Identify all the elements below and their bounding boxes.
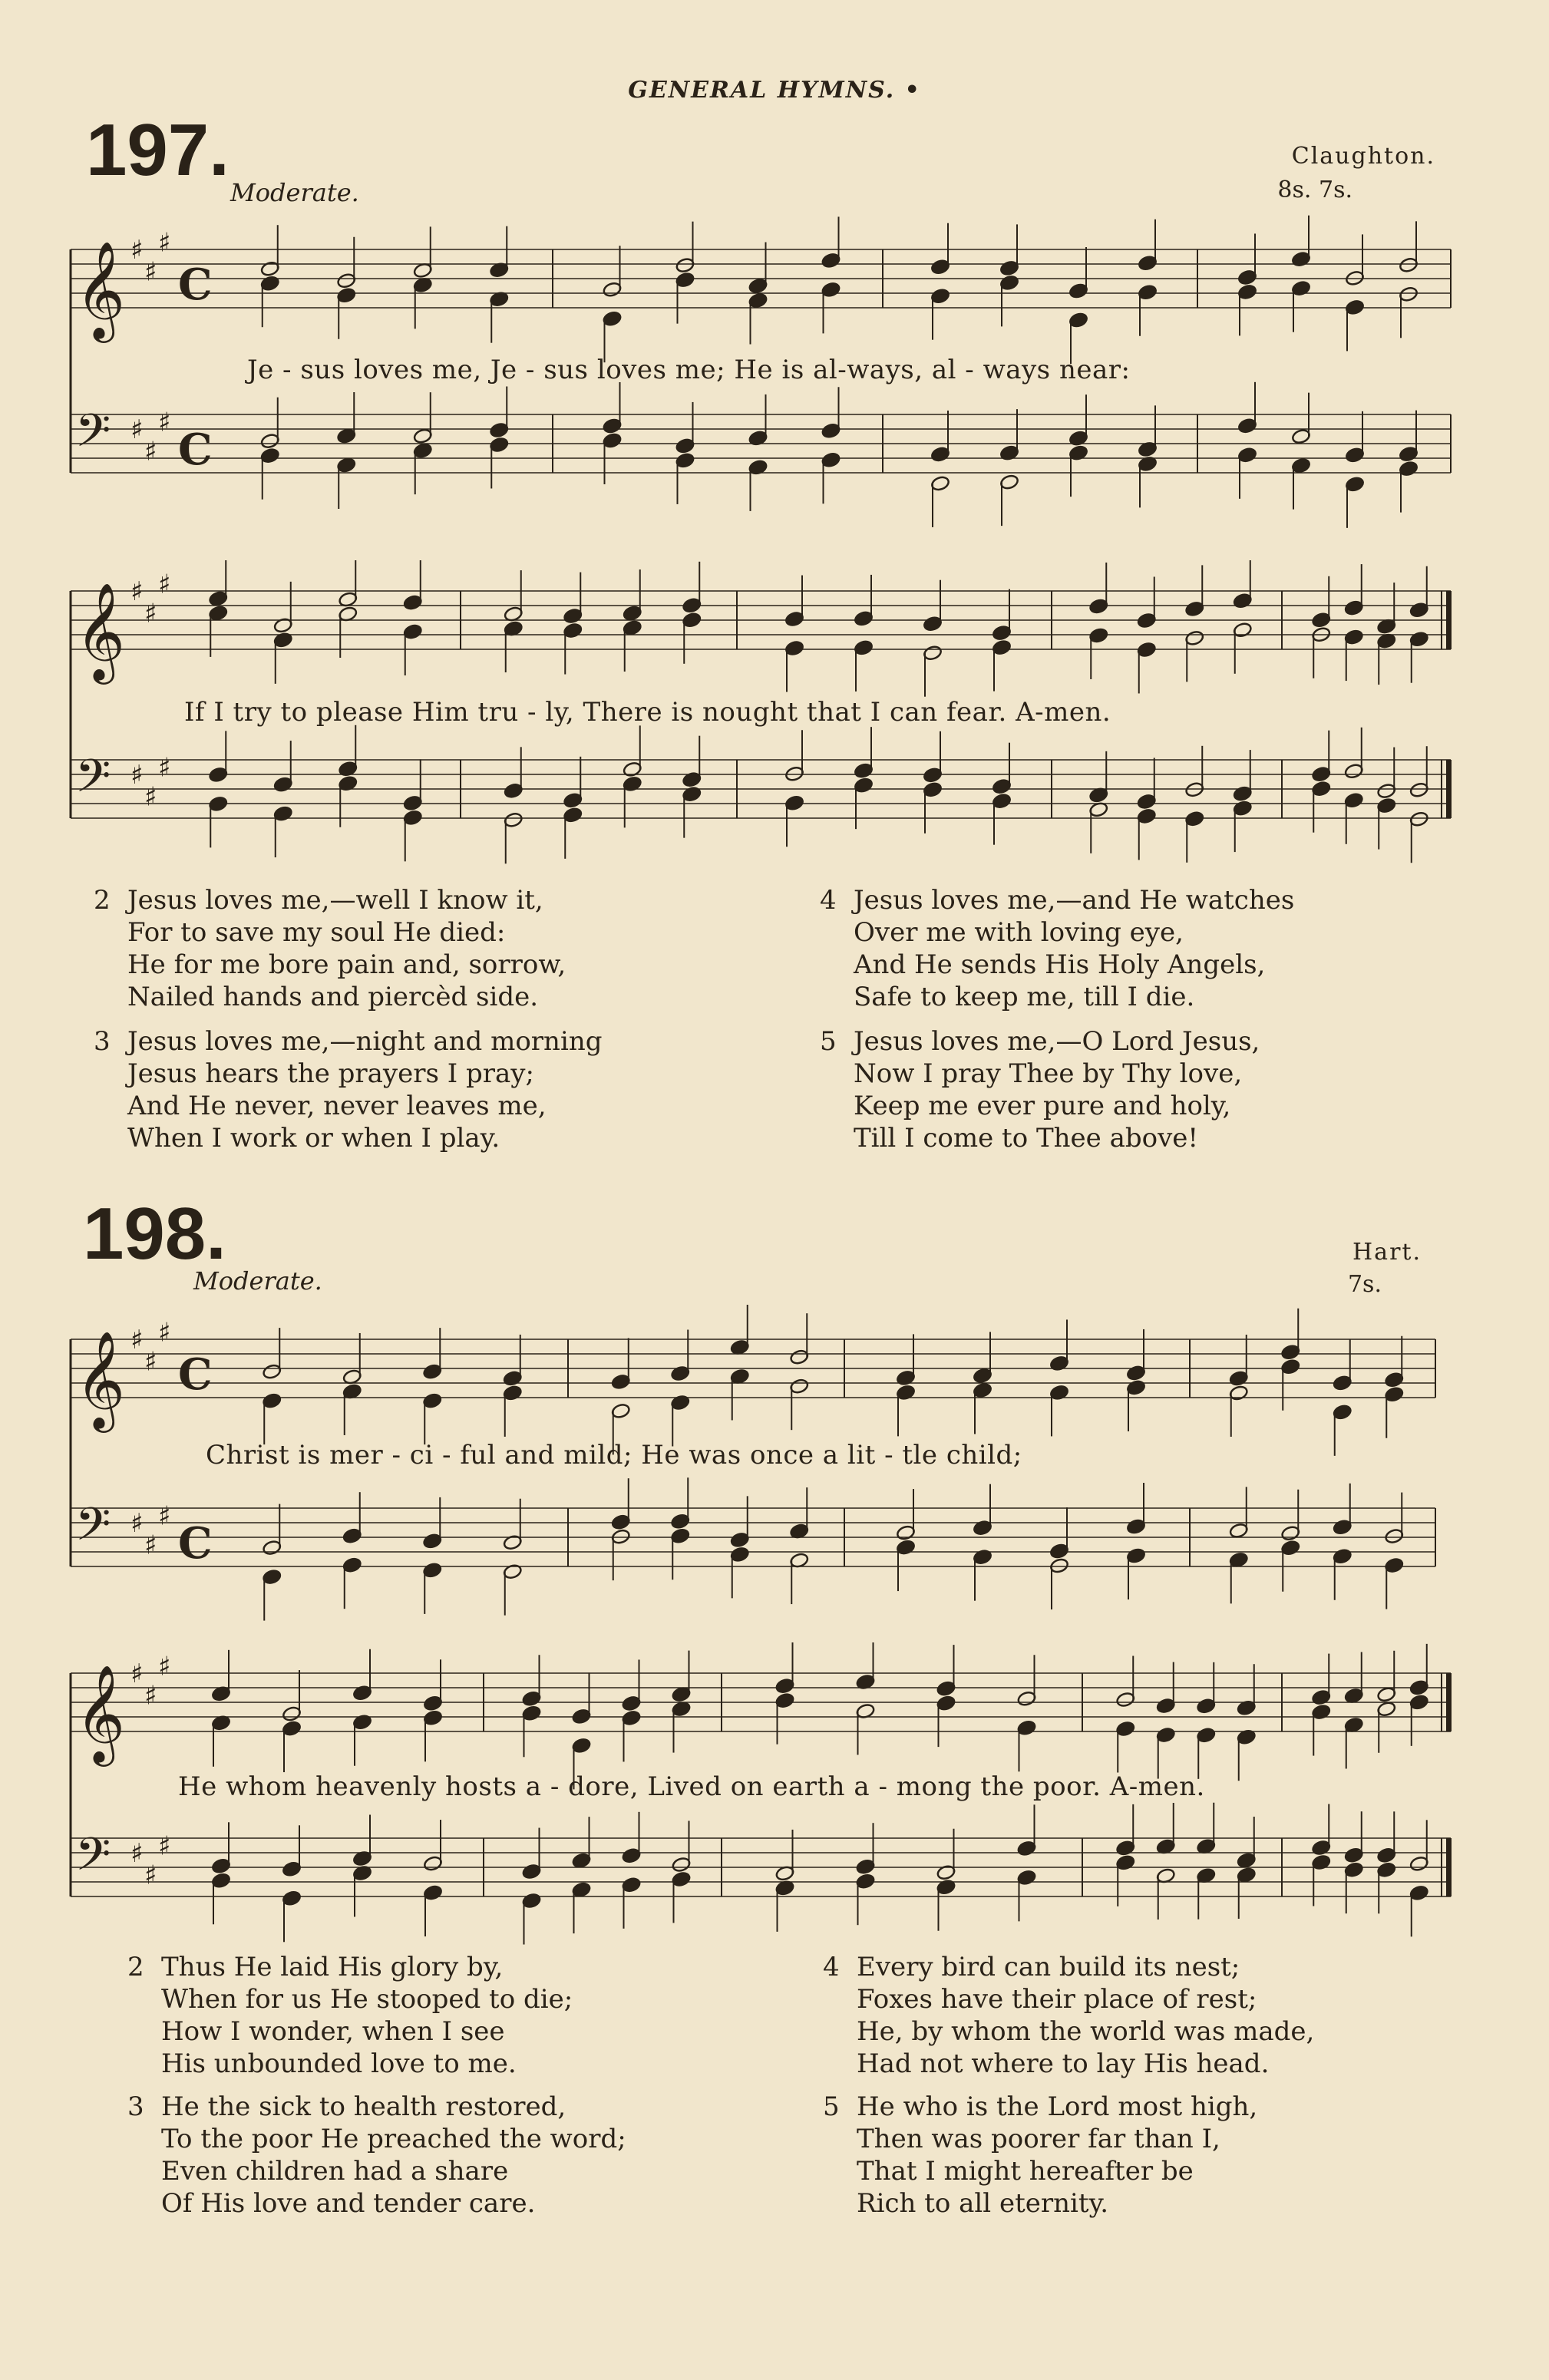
svg-text:𝄞: 𝄞 bbox=[75, 582, 126, 680]
verse-number: 5 bbox=[820, 1026, 837, 1057]
svg-text:♯: ♯ bbox=[158, 752, 171, 784]
svg-text:C: C bbox=[178, 1349, 213, 1400]
verse-line: Then was poorer far than I, bbox=[857, 2124, 1220, 2154]
verse-line: Foxes have their place of rest; bbox=[857, 1984, 1257, 2015]
svg-text:C: C bbox=[178, 259, 213, 310]
verse-line: Jesus hears the prayers I pray; bbox=[127, 1058, 534, 1089]
verse-line: Jesus loves me,—O Lord Jesus, bbox=[854, 1026, 1260, 1057]
verse bbox=[820, 1025, 1260, 1154]
tune-name: Claughton. bbox=[1291, 143, 1435, 170]
svg-text:♯: ♯ bbox=[130, 414, 144, 445]
svg-text:♯: ♯ bbox=[158, 1500, 171, 1532]
svg-text:♯: ♯ bbox=[158, 1830, 171, 1862]
svg-text:♯: ♯ bbox=[144, 256, 157, 288]
verse-line: When I work or when I play. bbox=[127, 1123, 500, 1154]
tune-name: Hart. bbox=[1352, 1239, 1422, 1266]
verse-line: He who is the Lord most high, bbox=[857, 2091, 1258, 2122]
verse bbox=[823, 2091, 1257, 2220]
hymn-number: 197. bbox=[86, 109, 230, 191]
verse-number: 3 bbox=[127, 2091, 144, 2122]
lyric-line: Christ is mer - ci - ful and mild; He was once a lit - tle child; bbox=[206, 1440, 1022, 1471]
verse-line: Nailed hands and piercèd side. bbox=[127, 982, 539, 1012]
verse-line: Till I come to Thee above! bbox=[854, 1123, 1199, 1154]
svg-text:♯: ♯ bbox=[130, 1838, 144, 1869]
svg-text:♯: ♯ bbox=[158, 1317, 171, 1348]
svg-text:𝄢: 𝄢 bbox=[75, 1827, 111, 1892]
svg-text:♯: ♯ bbox=[130, 1508, 144, 1539]
verse-line: Over me with loving eye, bbox=[854, 917, 1184, 948]
verse bbox=[820, 884, 1294, 1013]
lyric-line: Je - sus loves me, Je - sus loves me; He is al-ways, al - ways near: bbox=[247, 355, 1131, 385]
verse-line: He, by whom the world was made, bbox=[857, 2016, 1315, 2047]
svg-text:C: C bbox=[178, 1518, 213, 1569]
svg-text:C: C bbox=[178, 424, 213, 475]
verse-line: Safe to keep me, till I die. bbox=[854, 982, 1195, 1012]
verse-line: Thus He laid His glory by, bbox=[161, 1952, 504, 1982]
svg-text:♯: ♯ bbox=[130, 1325, 144, 1355]
svg-text:♯: ♯ bbox=[158, 1651, 171, 1682]
svg-text:♯: ♯ bbox=[158, 407, 171, 438]
svg-text:♯: ♯ bbox=[144, 781, 157, 813]
svg-text:♯: ♯ bbox=[130, 1659, 144, 1689]
svg-text:♯: ♯ bbox=[130, 760, 144, 791]
svg-text:𝄢: 𝄢 bbox=[75, 404, 111, 468]
verse-number: 3 bbox=[94, 1026, 111, 1057]
verse-line: Now I pray Thee by Thy love, bbox=[854, 1058, 1243, 1089]
verse-line: How I wonder, when I see bbox=[161, 2016, 505, 2047]
svg-text:𝄢: 𝄢 bbox=[75, 1497, 111, 1562]
verse-line: When for us He stooped to die; bbox=[161, 1984, 573, 2015]
svg-text:♯: ♯ bbox=[144, 1680, 157, 1712]
running-head: GENERAL HYMNS. • bbox=[628, 77, 921, 104]
svg-text:𝄞: 𝄞 bbox=[75, 1664, 126, 1762]
verse-line: He for me bore pain and, sorrow, bbox=[127, 949, 566, 980]
svg-text:♯: ♯ bbox=[144, 1346, 157, 1378]
tempo-marking: Moderate. bbox=[193, 1266, 322, 1296]
verse bbox=[94, 884, 566, 1013]
verse-number: 2 bbox=[127, 1952, 144, 1982]
svg-text:𝄢: 𝄢 bbox=[75, 749, 111, 814]
verse-line: Jesus loves me,—night and morning bbox=[127, 1026, 603, 1057]
hymn-number: 198. bbox=[83, 1193, 226, 1275]
verse-line: Jesus loves me,—and He watches bbox=[854, 885, 1295, 916]
verse bbox=[94, 1025, 603, 1154]
verse bbox=[823, 1951, 1314, 2080]
verse-line: Jesus loves me,—well I know it, bbox=[127, 885, 543, 916]
verse-line: His unbounded love to me. bbox=[161, 2048, 517, 2079]
svg-text:♯: ♯ bbox=[144, 1530, 157, 1561]
music-system bbox=[61, 1642, 1474, 1965]
verse-line: He the sick to health restored, bbox=[161, 2091, 566, 2122]
tempo-marking: Moderate. bbox=[230, 178, 359, 207]
verse-number: 2 bbox=[94, 885, 111, 916]
verse-line: Had not where to lay His head. bbox=[857, 2048, 1270, 2079]
verse-number: 4 bbox=[820, 885, 837, 916]
lyric-line: He whom heavenly hosts a - dore, Lived on earth a - mong the poor. A-men. bbox=[178, 1771, 1205, 1802]
verse-line: That I might hereafter be bbox=[857, 2156, 1194, 2187]
verse bbox=[127, 1951, 573, 2080]
verse-line: Even children had a share bbox=[161, 2156, 509, 2187]
verse-line: For to save my soul He died: bbox=[127, 917, 506, 948]
svg-text:𝄞: 𝄞 bbox=[75, 1330, 126, 1428]
svg-text:𝄞: 𝄞 bbox=[75, 240, 126, 338]
verse-line: And He sends His Holy Angels, bbox=[854, 949, 1266, 980]
verse-number: 5 bbox=[823, 2091, 840, 2122]
verse-line: Every bird can build its nest; bbox=[857, 1952, 1240, 1982]
verse-line: Of His love and tender care. bbox=[161, 2188, 536, 2219]
verse-line: Keep me ever pure and holy, bbox=[854, 1091, 1231, 1121]
svg-text:♯: ♯ bbox=[130, 576, 144, 607]
verse-line: Rich to all eternity. bbox=[857, 2188, 1109, 2219]
lyric-line: If I try to please Him tru - ly, There is nought that I can fear. A-men. bbox=[184, 697, 1111, 728]
svg-text:♯: ♯ bbox=[158, 569, 171, 600]
meter: 7s. bbox=[1347, 1271, 1382, 1298]
svg-text:♯: ♯ bbox=[144, 1860, 157, 1891]
verse-number: 4 bbox=[823, 1952, 840, 1982]
svg-text:♯: ♯ bbox=[144, 436, 157, 467]
svg-text:♯: ♯ bbox=[158, 227, 171, 259]
verse-line: And He never, never leaves me, bbox=[127, 1091, 547, 1121]
verse bbox=[127, 2091, 626, 2220]
svg-text:♯: ♯ bbox=[144, 598, 157, 629]
verse-line: To the poor He preached the word; bbox=[161, 2124, 626, 2154]
music-system bbox=[61, 1305, 1474, 1642]
svg-text:♯: ♯ bbox=[130, 235, 144, 266]
meter: 8s. 7s. bbox=[1277, 177, 1352, 203]
